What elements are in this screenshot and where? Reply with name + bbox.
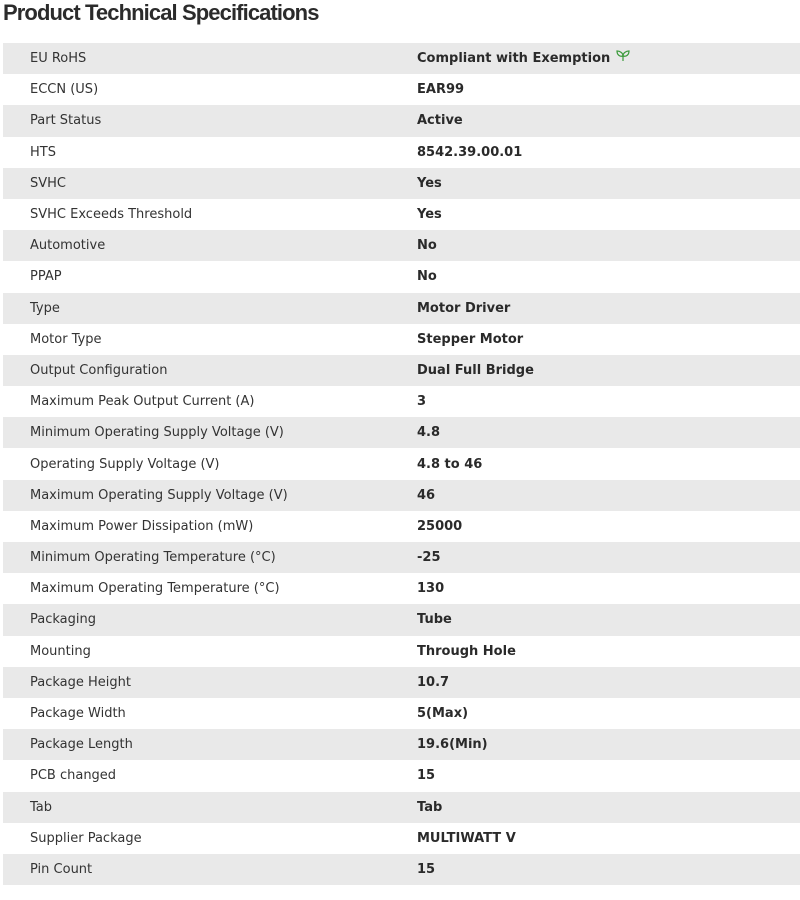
spec-value	[390, 480, 800, 511]
spec-value-text: Yes	[417, 207, 442, 223]
spec-label	[3, 293, 390, 324]
spec-label	[3, 324, 390, 355]
spec-label-text: Maximum Power Dissipation (mW)	[30, 518, 254, 534]
spec-value-text: Motor Driver	[417, 300, 511, 316]
spec-row	[3, 105, 800, 136]
spec-label	[3, 43, 390, 74]
spec-label	[3, 636, 390, 667]
spec-value	[390, 698, 800, 729]
spec-value-text: 46	[417, 487, 436, 503]
spec-label	[3, 854, 390, 885]
spec-label-text: Minimum Operating Supply Voltage (V)	[30, 425, 284, 441]
spec-label-text: Tab	[30, 799, 53, 815]
spec-label	[3, 168, 390, 199]
spec-value-text: Active	[417, 113, 463, 129]
spec-label-text: Automotive	[30, 238, 106, 254]
spec-row	[3, 604, 800, 635]
spec-label	[3, 137, 390, 168]
spec-row	[3, 760, 800, 791]
spec-value-text: 15	[417, 861, 436, 877]
spec-label-text: PPAP	[30, 269, 62, 285]
spec-row	[3, 74, 800, 105]
spec-label-text: HTS	[30, 144, 56, 160]
spec-row	[3, 542, 800, 573]
spec-label-text: Package Height	[30, 674, 131, 690]
spec-label-text: Package Length	[30, 737, 133, 753]
spec-label-text: ECCN (US)	[30, 82, 99, 98]
spec-value	[390, 636, 800, 667]
spec-value	[390, 261, 800, 292]
spec-label	[3, 480, 390, 511]
spec-row	[3, 511, 800, 542]
spec-value-text: EAR99	[417, 82, 465, 98]
spec-label	[3, 386, 390, 417]
spec-value	[390, 137, 800, 168]
spec-label	[3, 355, 390, 386]
spec-label	[3, 542, 390, 573]
spec-value	[390, 293, 800, 324]
spec-value	[390, 792, 800, 823]
spec-row	[3, 355, 800, 386]
spec-label-text: Motor Type	[30, 331, 102, 347]
spec-value-text: 8542.39.00.01	[417, 144, 523, 160]
spec-value-text: 15	[417, 768, 436, 784]
spec-value	[390, 729, 800, 760]
spec-value-text: 5(Max)	[417, 706, 469, 722]
spec-label-text: Maximum Peak Output Current (A)	[30, 394, 255, 410]
spec-row	[3, 168, 800, 199]
spec-row	[3, 854, 800, 885]
spec-value	[390, 511, 800, 542]
spec-value	[390, 43, 800, 74]
spec-table-body	[3, 43, 800, 885]
spec-value	[390, 199, 800, 230]
spec-label-text: Maximum Operating Temperature (°C)	[30, 581, 280, 597]
spec-label	[3, 698, 390, 729]
spec-label	[3, 74, 390, 105]
spec-value	[390, 168, 800, 199]
spec-label-text: PCB changed	[30, 768, 117, 784]
spec-row	[3, 823, 800, 854]
spec-label-text: Packaging	[30, 612, 96, 628]
spec-value-text: 25000	[417, 518, 463, 534]
spec-value-text: 4.8	[417, 425, 441, 441]
spec-label-text: Operating Supply Voltage (V)	[30, 456, 220, 472]
spec-label	[3, 448, 390, 479]
spec-value	[390, 667, 800, 698]
spec-value	[390, 823, 800, 854]
spec-label	[3, 511, 390, 542]
spec-value	[390, 324, 800, 355]
spec-value-text: Compliant with Exemption	[417, 51, 611, 67]
spec-label-text: Output Configuration	[30, 362, 168, 378]
spec-value	[390, 74, 800, 105]
spec-value-text: -25	[417, 550, 441, 566]
spec-value-text: 130	[417, 581, 445, 597]
spec-value-text: 10.7	[417, 674, 450, 690]
spec-row	[3, 729, 800, 760]
spec-label-text: SVHC Exceeds Threshold	[30, 207, 193, 223]
spec-row	[3, 636, 800, 667]
spec-label-text: EU RoHS	[30, 51, 87, 67]
spec-label	[3, 199, 390, 230]
spec-value-text: 3	[417, 394, 427, 410]
spec-table	[3, 43, 800, 885]
spec-value-text: 4.8 to 46	[417, 456, 483, 472]
spec-row	[3, 480, 800, 511]
spec-value-text: No	[417, 238, 437, 254]
spec-label	[3, 417, 390, 448]
spec-label-text: Mounting	[30, 643, 91, 659]
spec-value	[390, 542, 800, 573]
spec-value	[390, 854, 800, 885]
spec-row	[3, 230, 800, 261]
spec-row	[3, 417, 800, 448]
page-title: Product Technical Specifications	[3, 0, 319, 25]
spec-row	[3, 261, 800, 292]
spec-row	[3, 324, 800, 355]
spec-label	[3, 823, 390, 854]
spec-label	[3, 261, 390, 292]
spec-value-text: MULTIWATT V	[417, 830, 516, 846]
spec-value	[390, 604, 800, 635]
spec-label-text: Maximum Operating Supply Voltage (V)	[30, 487, 288, 503]
spec-label	[3, 760, 390, 791]
spec-value-text: Through Hole	[417, 643, 516, 659]
spec-value-text: Yes	[417, 175, 442, 191]
spec-value	[390, 573, 800, 604]
spec-label-text: Type	[30, 300, 60, 316]
spec-value-text: No	[417, 269, 437, 285]
spec-label-text: Pin Count	[30, 861, 93, 877]
spec-label-text: Supplier Package	[30, 830, 142, 846]
spec-value	[390, 230, 800, 261]
spec-value-text: Stepper Motor	[417, 331, 524, 347]
spec-label	[3, 604, 390, 635]
spec-value	[390, 105, 800, 136]
spec-label-text: Minimum Operating Temperature (°C)	[30, 550, 276, 566]
spec-label	[3, 729, 390, 760]
spec-label	[3, 667, 390, 698]
spec-label	[3, 792, 390, 823]
spec-row	[3, 448, 800, 479]
spec-value	[390, 386, 800, 417]
leaf-icon	[616, 50, 630, 66]
spec-label	[3, 230, 390, 261]
spec-value-text: Tube	[417, 612, 452, 628]
spec-row	[3, 137, 800, 168]
spec-value-text: Tab	[417, 799, 443, 815]
spec-value	[390, 448, 800, 479]
spec-label-text: Package Width	[30, 706, 126, 722]
spec-label	[3, 573, 390, 604]
spec-row	[3, 792, 800, 823]
spec-row	[3, 43, 800, 74]
spec-value	[390, 417, 800, 448]
spec-label	[3, 105, 390, 136]
spec-value	[390, 760, 800, 791]
spec-value-text: Dual Full Bridge	[417, 362, 534, 378]
spec-value	[390, 355, 800, 386]
spec-row	[3, 698, 800, 729]
spec-row	[3, 573, 800, 604]
spec-row	[3, 293, 800, 324]
spec-row	[3, 199, 800, 230]
spec-value-text: 19.6(Min)	[417, 737, 488, 753]
spec-row	[3, 386, 800, 417]
spec-row	[3, 667, 800, 698]
spec-label-text: Part Status	[30, 113, 102, 129]
spec-label-text: SVHC	[30, 175, 66, 191]
